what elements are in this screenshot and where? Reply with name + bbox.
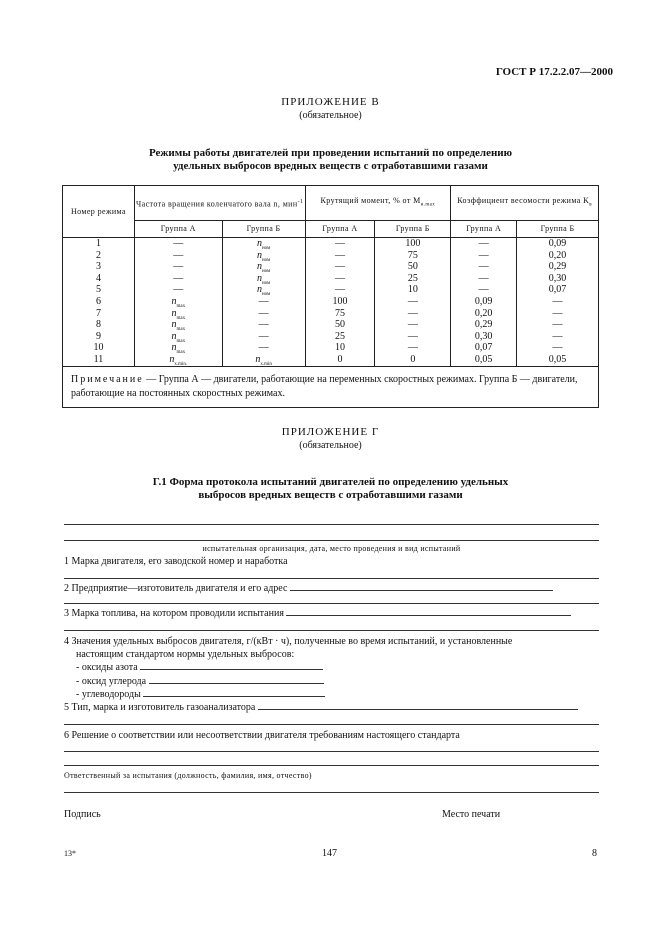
table-cell: — [478, 249, 489, 261]
table-cell: — [552, 319, 563, 331]
table-cell: — [334, 249, 345, 261]
table-cell: — [407, 342, 418, 354]
table-cell: 0,07 [548, 284, 567, 296]
table-cell: — [258, 307, 269, 319]
table-cell: 0 [337, 353, 343, 365]
table-cell: 1 [95, 238, 101, 249]
table-cell: 3 [95, 261, 101, 273]
header-mode: Номер режима [63, 186, 135, 238]
form-item-5: 5 Тип, марка и изготовитель газоанализатора [64, 702, 578, 713]
header-coef: Коэффициент весомости режима $K_в$ [451, 186, 599, 221]
table-cell: 0,07 [474, 342, 493, 354]
table-cell: 10 [407, 284, 418, 296]
header-torque: Крутящий момент, % от $M_{н.max}$ [305, 186, 451, 221]
table-cell: 10 [334, 342, 345, 354]
col-speed-b [222, 238, 305, 367]
table-cell: 100 [405, 238, 421, 249]
table-cell: — [407, 330, 418, 342]
appendix-g-title: ПРИЛОЖЕНИЕ Г [281, 426, 380, 438]
table-cell: — [407, 295, 418, 307]
table-cell: — [173, 272, 184, 284]
page-number: 147 [322, 848, 337, 859]
appendix-b-heading-2: удельных выбросов вредных веществ с отработавшими газами [173, 160, 488, 172]
table-cell: 0,05 [474, 353, 493, 365]
appendix-g-status: (обязательное) [299, 440, 362, 451]
table-cell: — [173, 284, 184, 296]
header-group-b: Группа Б [222, 221, 305, 238]
table-cell: 0,09 [548, 238, 567, 249]
responsible-caption: Ответственный за испытания (должность, фамилия, имя, отчество) [64, 771, 312, 780]
header-group-a: Группа А [451, 221, 517, 238]
table-cell: 7 [95, 307, 101, 319]
table-cell: — [258, 295, 269, 307]
table-cell: — [552, 307, 563, 319]
table-cell: 10 [93, 342, 104, 354]
form-line[interactable] [64, 603, 599, 604]
form-line[interactable] [64, 792, 599, 793]
form-item-2: 2 Предприятие—изготовитель двигателя и его адрес [64, 583, 599, 594]
caption-org: испытательная организация, дата, место проведения и вид испытаний [202, 544, 461, 553]
table-cell: $n_{ном}$ [256, 284, 271, 298]
table-cell: — [407, 319, 418, 331]
header-group-b: Группа Б [517, 221, 599, 238]
table-cell: — [478, 261, 489, 273]
form-item-1: 1 Марка двигателя, его заводской номер и наработка [64, 556, 288, 567]
form-line[interactable] [64, 751, 599, 752]
table-cell: — [407, 307, 418, 319]
table-cell: 25 [407, 272, 418, 284]
table-cell: 0,29 [548, 261, 567, 273]
table-cell: — [334, 272, 345, 284]
appendix-b-status: (обязательное) [299, 110, 362, 121]
form-item-4b: - оксид углерода [76, 676, 324, 687]
table-cell: 6 [95, 295, 101, 307]
table-cell: — [552, 342, 563, 354]
table-cell: 0 [410, 353, 416, 365]
table-cell: — [478, 272, 489, 284]
col-coef-b [517, 238, 599, 367]
doc-id: ГОСТ Р 17.2.2.07—2000 [495, 66, 613, 78]
signature-label: Подпись [64, 809, 101, 820]
table-cell: 0,09 [474, 295, 493, 307]
form-line[interactable] [64, 724, 599, 725]
table-cell: — [552, 295, 563, 307]
appendix-g-heading-1: Г.1 Форма протокола испытаний двигателей по определению удельных [152, 476, 509, 488]
table-cell: $n_{max}$ [171, 319, 186, 333]
table-cell: 9 [95, 330, 101, 342]
col-torque-b [375, 238, 451, 367]
appendix-b-title: ПРИЛОЖЕНИЕ В [281, 96, 380, 108]
form-item-4-line1: 4 Значения удельных выбросов двигателя, г/(кВт · ч), полученные во время испытаний, и установленные [64, 636, 513, 647]
table-cell: 0,30 [474, 330, 493, 342]
footer-left: 13* [64, 849, 76, 858]
table-cell: — [258, 319, 269, 331]
table-cell: — [334, 284, 345, 296]
table-cell: 75 [407, 249, 418, 261]
table-cell: 75 [334, 307, 345, 319]
table-cell: $n_{max}$ [171, 342, 186, 356]
appendix-b-heading-1: Режимы работы двигателей при проведении испытаний по определению [148, 147, 513, 159]
table-cell: 5 [95, 284, 101, 296]
modes-table [62, 185, 599, 408]
table-cell: 50 [407, 261, 418, 273]
form-item-4c: - углеводороды [76, 689, 325, 700]
form-line[interactable] [64, 578, 599, 579]
table-cell: 2 [95, 249, 101, 261]
table-cell: $n_{ном}$ [256, 249, 271, 263]
table-note: Примечание — Группа А — двигатели, работающие на переменных скоростных режимах. Группа Б — двигатели, работающие на постоянных скоростных режимах. [63, 366, 599, 407]
table-cell: $n_{ном}$ [256, 261, 271, 275]
header-group-a: Группа А [134, 221, 222, 238]
table-body [63, 238, 599, 367]
header-group-a: Группа А [305, 221, 375, 238]
col-torque-a [305, 238, 375, 367]
table-cell: 0,29 [474, 319, 493, 331]
table-cell: 100 [332, 295, 348, 307]
table-cell: 0,05 [548, 353, 567, 365]
table-cell: — [478, 284, 489, 296]
col-speed-a [134, 238, 222, 367]
table-cell: $n_{ном}$ [256, 238, 271, 251]
table-cell: 25 [334, 330, 345, 342]
appendix-g-heading-2: выбросов вредных веществ с отработавшими газами [198, 489, 463, 501]
table-cell: — [334, 261, 345, 273]
form-line[interactable] [64, 630, 599, 631]
table-cell: 0,20 [474, 307, 493, 319]
table-cell: $n_{max}$ [171, 330, 186, 344]
table-cell: $n_{max}$ [171, 307, 186, 321]
footer-right: 8 [592, 848, 597, 859]
stamp-label: Место печати [442, 809, 501, 820]
table-cell: 4 [95, 272, 101, 284]
table-cell: 0,20 [548, 249, 567, 261]
form-line[interactable] [64, 540, 599, 541]
form-item-4-line2: настоящим стандартом нормы удельных выбросов: [76, 649, 295, 660]
form-item-4a: - оксиды азота [76, 662, 323, 673]
table-cell: — [258, 342, 269, 354]
table-cell: 50 [334, 319, 345, 331]
table-cell: 0,30 [548, 272, 567, 284]
table-cell: $n_{ном}$ [256, 272, 271, 286]
table-cell: $n_{x.min.}$ [169, 353, 188, 367]
table-cell: 8 [95, 319, 101, 331]
table-cell: — [478, 238, 489, 249]
form-line[interactable] [64, 765, 599, 766]
table-cell: $n_{max}$ [171, 295, 186, 309]
table-cell: 11 [93, 353, 104, 365]
table-cell: — [173, 249, 184, 261]
form-line[interactable] [64, 524, 599, 525]
header-group-b: Группа Б [375, 221, 451, 238]
table-cell: — [552, 330, 563, 342]
table-cell: — [173, 261, 184, 273]
form-item-3: 3 Марка топлива, на котором проводили испытания [64, 608, 571, 619]
form-item-6: 6 Решение о соответствии или несоответствии двигателя требованиям настоящего стандарта [64, 730, 460, 741]
col-coef-a [451, 238, 517, 367]
table-cell: — [334, 238, 345, 249]
table-cell: $n_{x.min}$ [255, 353, 272, 367]
header-speed: Частота вращения коленчатого вала n, мин$^{-1}$ [134, 186, 305, 221]
table-cell: — [173, 238, 184, 249]
table-cell: — [258, 330, 269, 342]
col-mode [63, 238, 135, 367]
